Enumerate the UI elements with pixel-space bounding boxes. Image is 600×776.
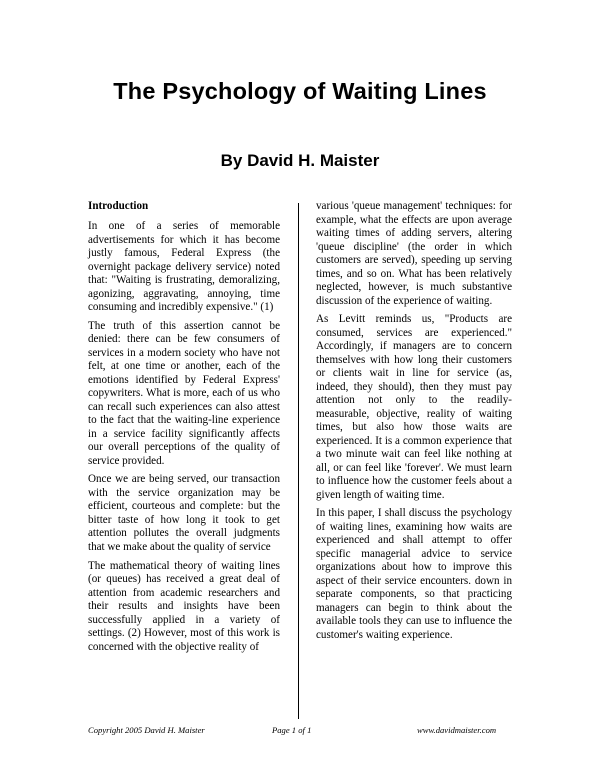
paragraph: Once we are being served, our transaction with the service organization may be efficient, courteous and complete: but the bitter taste of how long it took to get attention pollutes the overall judgments that we make about the quality of service — [88, 473, 280, 553]
section-heading-introduction: Introduction — [88, 200, 149, 212]
paragraph: As Levitt reminds us, "Products are consumed, services are experienced." Accordingly, if managers are to concern themselves with how long their customers or clients wait in line for service (as, indeed, they should), then they must pay attention not only to the readily-measurable, objective, reality of waiting times, but also how those waits are experienced. It is a common experience that a two minute wait can feel like nothing at all, or can feel like 'forever'. We must learn to influence how the customer feels about a given length of waiting time. — [316, 313, 512, 501]
right-column — [316, 200, 512, 648]
paragraph: various 'queue management' techniques: for example, what the effects are upon average waiting times of adding servers, altering 'queue discipline' (the order in which customers are served), speeding up serving times, and so on. What has been relatively neglected, however, is much substantive discussion of the experience of waiting. — [316, 200, 512, 307]
column-divider — [298, 203, 299, 719]
paragraph: The truth of this assertion cannot be denied: there can be few consumers of services in a modern society who have not felt, at one time or another, each of the emotions identified by Federal Express' copywriters. What is more, each of us who can recall such experiences can also attest to the fact that the waiting-line experience in a service facility significantly affects our overall perceptions of the quality of service provided. — [88, 319, 280, 467]
footer-copyright: Copyright 2005 David H. Maister — [88, 725, 205, 735]
paragraph: The mathematical theory of waiting lines (or queues) has received a great deal of attention from academic researchers and their results and insights have been successfully applied in a variety of settings. (2) However, most of this work is concerned with the objective reality of — [88, 559, 280, 653]
paragraph: In one of a series of memorable advertisements for which it has become justly famous, Federal Express (the overnight package delivery service) noted that: "Waiting is frustrating, demoralizing, agonizing, aggravating, annoying, time consuming and incredibly expensive." (1) — [88, 220, 280, 313]
document-title: The Psychology of Waiting Lines — [113, 78, 487, 104]
author-byline: By David H. Maister — [220, 151, 380, 170]
left-column — [88, 200, 280, 659]
footer-page-number: Page 1 of 1 — [272, 725, 312, 735]
paragraph: In this paper, I shall discuss the psychology of waiting lines, examining how waits are experienced and shall attempt to offer specific managerial advice to service organizations about how to improve this aspect of their service encounters. down in separate components, so that practicing managers can begin to think about the available tools they can use to influence the customer's waiting experience. — [316, 507, 512, 641]
footer-website-link[interactable]: www.davidmaister.com — [417, 725, 497, 735]
